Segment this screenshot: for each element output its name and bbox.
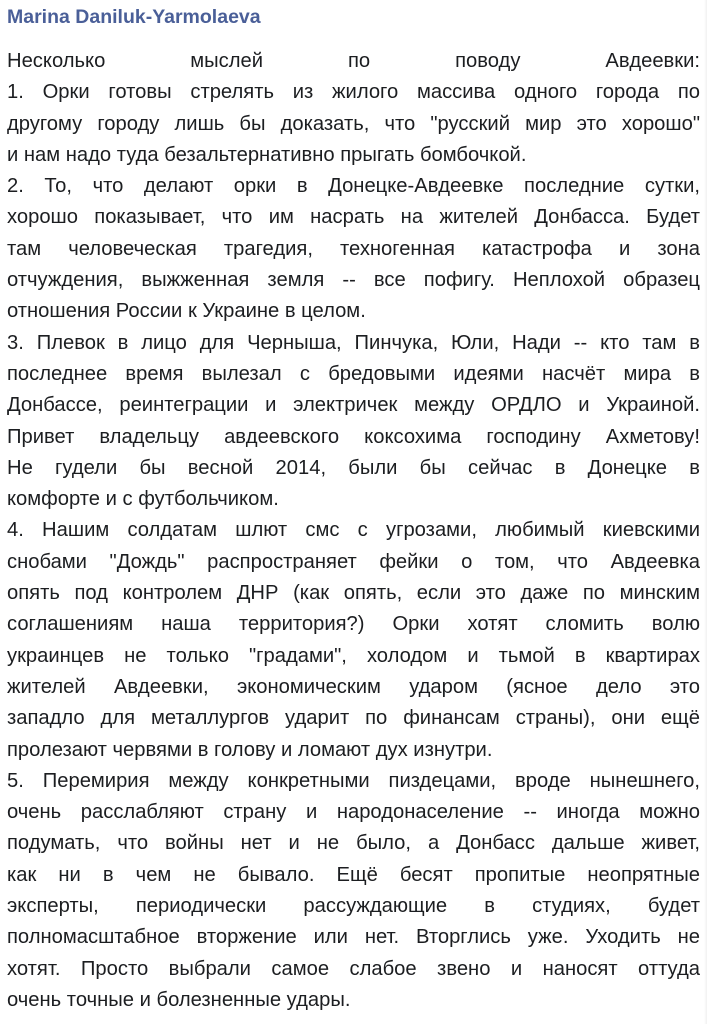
post-line: последнее время вылезал с бредовыми идеями насчёт мира в — [7, 362, 700, 385]
post-line: пролезают червями в голову и ломают дух изнутри. — [7, 738, 493, 761]
post-line: там человеческая трагедия, техногенная катастрофа и зона — [7, 237, 700, 260]
post-line: 3. Плевок в лицо для Черныша, Пинчука, Юли, Нади -- кто там в — [7, 331, 700, 354]
post-line: полномасштабное вторжение или нет. Вторглись уже. Уходить не — [7, 926, 700, 949]
post-line: другому городу лишь бы доказать, что "русский мир это хорошо" — [7, 112, 700, 135]
post-line: Несколько мыслей по поводу Авдеевки: — [7, 50, 700, 72]
post-line: очень точные и болезненные удары. — [7, 988, 351, 1011]
post-line: Привет владельцу авдеевского коксохима господину Ахметову! — [7, 425, 700, 448]
post-line: западло для металлургов ударит по финансам страны), они ещё — [7, 707, 700, 730]
post-line: Донбассе, реинтеграции и электричек между ОРДЛО и Украиной. — [7, 394, 700, 417]
post-line: хотят. Просто выбрали самое слабое звено и наносят оттуда — [7, 957, 700, 980]
post-body — [7, 46, 700, 1016]
post-line: и нам надо туда безальтернативно прыгать бомбочкой. — [7, 143, 527, 166]
post-line: Не гудели бы весной 2014, были бы сейчас в Донецке в — [7, 456, 700, 479]
post-line: жителей Авдеевки, экономическим ударом (ясное дело это — [7, 675, 700, 698]
post-line: 2. То, что делают орки в Донецке-Авдеевке последние сутки, — [7, 175, 700, 198]
post-line: подумать, что войны нет и не было, а Донбасс дальше живет, — [7, 832, 700, 855]
author-name[interactable]: Marina Daniluk-Yarmolaeva — [7, 6, 261, 28]
post-line: комфорте и с футбольчиком. — [7, 488, 279, 511]
post-line: отношения России к Украине в целом. — [7, 300, 366, 323]
post-line: 4. Нашим солдатам шлют смс с угрозами, любимый киевскими — [7, 519, 700, 542]
post-line: 1. Орки готовы стрелять из жилого массива одного города по — [7, 81, 700, 104]
post-line: эксперты, периодически рассуждающие в студиях, будет — [7, 895, 700, 918]
post-line: снобами "Дождь" распространяет фейки о том, что Авдеевка — [7, 550, 700, 573]
post-line: украинцев не только "градами", холодом и тьмой в квартирах — [7, 644, 700, 667]
post-line: соглашениям наша территория?) Орки хотят сломить волю — [7, 613, 700, 636]
post-line: очень расслабляют страну и народонаселение -- иногда можно — [7, 801, 700, 824]
post-line: опять под контролем ДНР (как опять, если это даже по минским — [7, 582, 700, 605]
post-line: 5. Перемирия между конкретными пиздецами, вроде нынешнего, — [7, 769, 700, 792]
post-line: как ни в чем не бывало. Ещё бесят пропитые неопрятные — [7, 863, 700, 886]
post-line: хорошо показывает, что им насрать на жителей Донбасса. Будет — [7, 206, 700, 229]
post-line: отчуждения, выжженная земля -- все пофигу. Неплохой образец — [7, 269, 700, 292]
